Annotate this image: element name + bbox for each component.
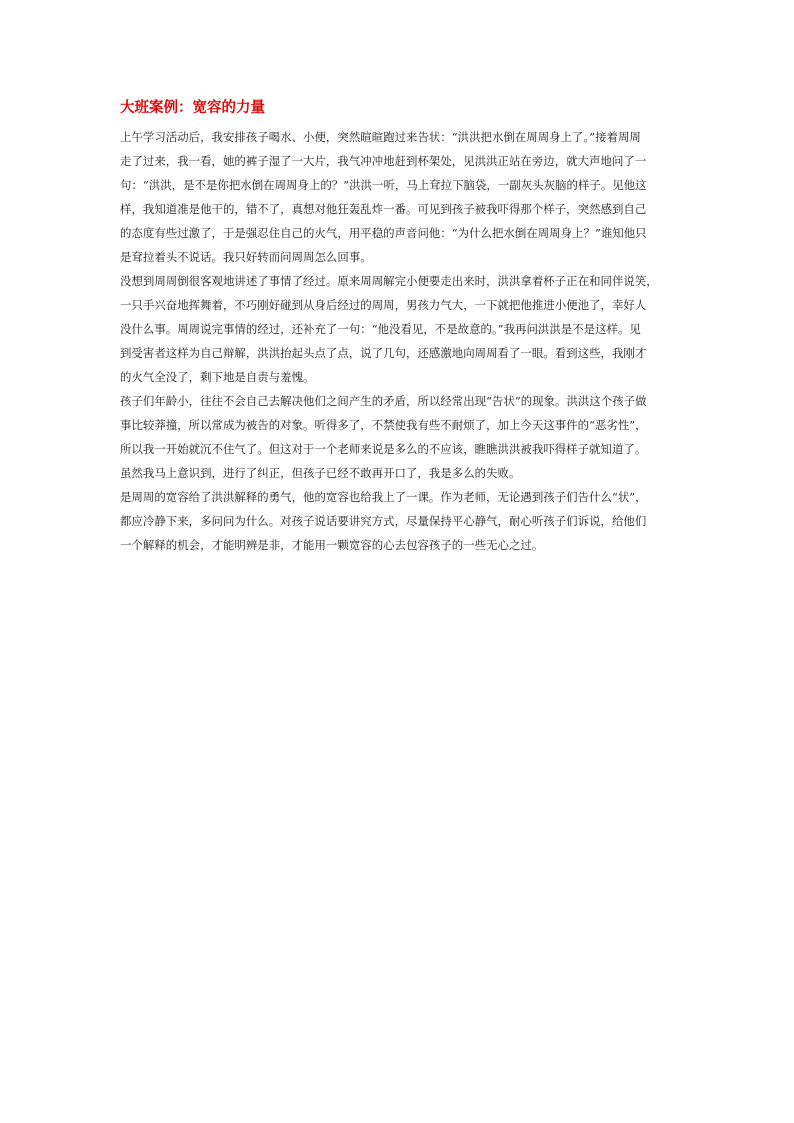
paragraph-line: 虽然我马上意识到，进行了纠正，但孩子已经不敢再开口了，我是多么的失败。 xyxy=(120,466,521,480)
paragraph-line: 上午学习活动后，我安排孩子喝水、小便，突然暄暄跑过来告状：“洪洪把水倒在周周身上了。”接着周周 xyxy=(120,130,641,144)
paragraph-4 xyxy=(120,485,674,557)
document-title: 大班案例：宽容的力量 xyxy=(120,99,265,116)
paragraph-line: 一只手兴奋地挥舞着，不巧刚好碰到从身后经过的周周，男孩力气大，一下就把他推进小便池了，幸好人 xyxy=(120,298,647,312)
paragraph-line: 是耷拉着头不说话。我只好转而问周周怎么回事。 xyxy=(120,250,372,264)
paragraph-2 xyxy=(120,269,674,389)
paragraph-line: 走了过来，我一看，她的裤子湿了一大片，我气冲冲地赶到杯架处，见洪洪正站在旁边，就大声地问了一 xyxy=(120,154,647,168)
paragraph-line: 的态度有些过激了，于是强忍住自己的火气，用平稳的声音问他：“为什么把水倒在周周身上？”谁知他只 xyxy=(120,226,647,240)
paragraph-1 xyxy=(120,125,674,269)
paragraph-line: 是周周的宽容给了洪洪解释的勇气，他的宽容也给我上了一课。作为老师，无论遇到孩子们告什么“状”， xyxy=(120,490,647,504)
paragraph-line: 到受害者这样为自己辩解，洪洪抬起头点了点，说了几句，还感激地向周周看了一眼。看到这些，我刚才 xyxy=(120,346,647,360)
paragraph-line: 都应冷静下来，多问问为什么。对孩子说话要讲究方式，尽量保持平心静气，耐心听孩子们诉说，给他们 xyxy=(120,514,647,528)
paragraph-line: 所以我一开始就沉不住气了。但这对于一个老师来说是多么的不应该，瞧瞧洪洪被我吓得样子就知道了。 xyxy=(120,442,647,456)
document-page xyxy=(120,96,674,557)
paragraph-line: 没想到周周倒很客观地讲述了事情了经过。原来周周解完小便要走出来时，洪洪拿着杯子正在和同伴说笑， xyxy=(120,274,658,288)
paragraph-line: 孩子们年龄小，往往不会自己去解决他们之间产生的矛盾，所以经常出现“告状”的现象。洪洪这个孩子做 xyxy=(120,394,647,408)
paragraph-line: 样，我知道准是他干的，错不了，真想对他狂轰乱炸一番。可见到孩子被我吓得那个样子，突然感到自己 xyxy=(120,202,647,216)
paragraph-3 xyxy=(120,389,674,485)
paragraph-line: 事比较莽撞，所以常成为被告的对象。听得多了，不禁使我有些不耐烦了，加上今天这事件的“恶劣性”， xyxy=(120,418,647,432)
paragraph-line: 的火气全没了，剩下地是自责与羞愧。 xyxy=(120,370,315,384)
paragraph-line: 一个解释的机会，才能明辨是非，才能用一颗宽容的心去包容孩子的一些无心之过。 xyxy=(120,538,544,552)
paragraph-line: 句：“洪洪，是不是你把水倒在周周身上的？”洪洪一听，马上耷拉下脑袋，一副灰头灰脑的样子。见他这 xyxy=(120,178,647,192)
paragraph-line: 没什么事。周周说完事情的经过，还补充了一句：“他没看见，不是故意的。”我再问洪洪是不是这样。见 xyxy=(120,322,641,336)
